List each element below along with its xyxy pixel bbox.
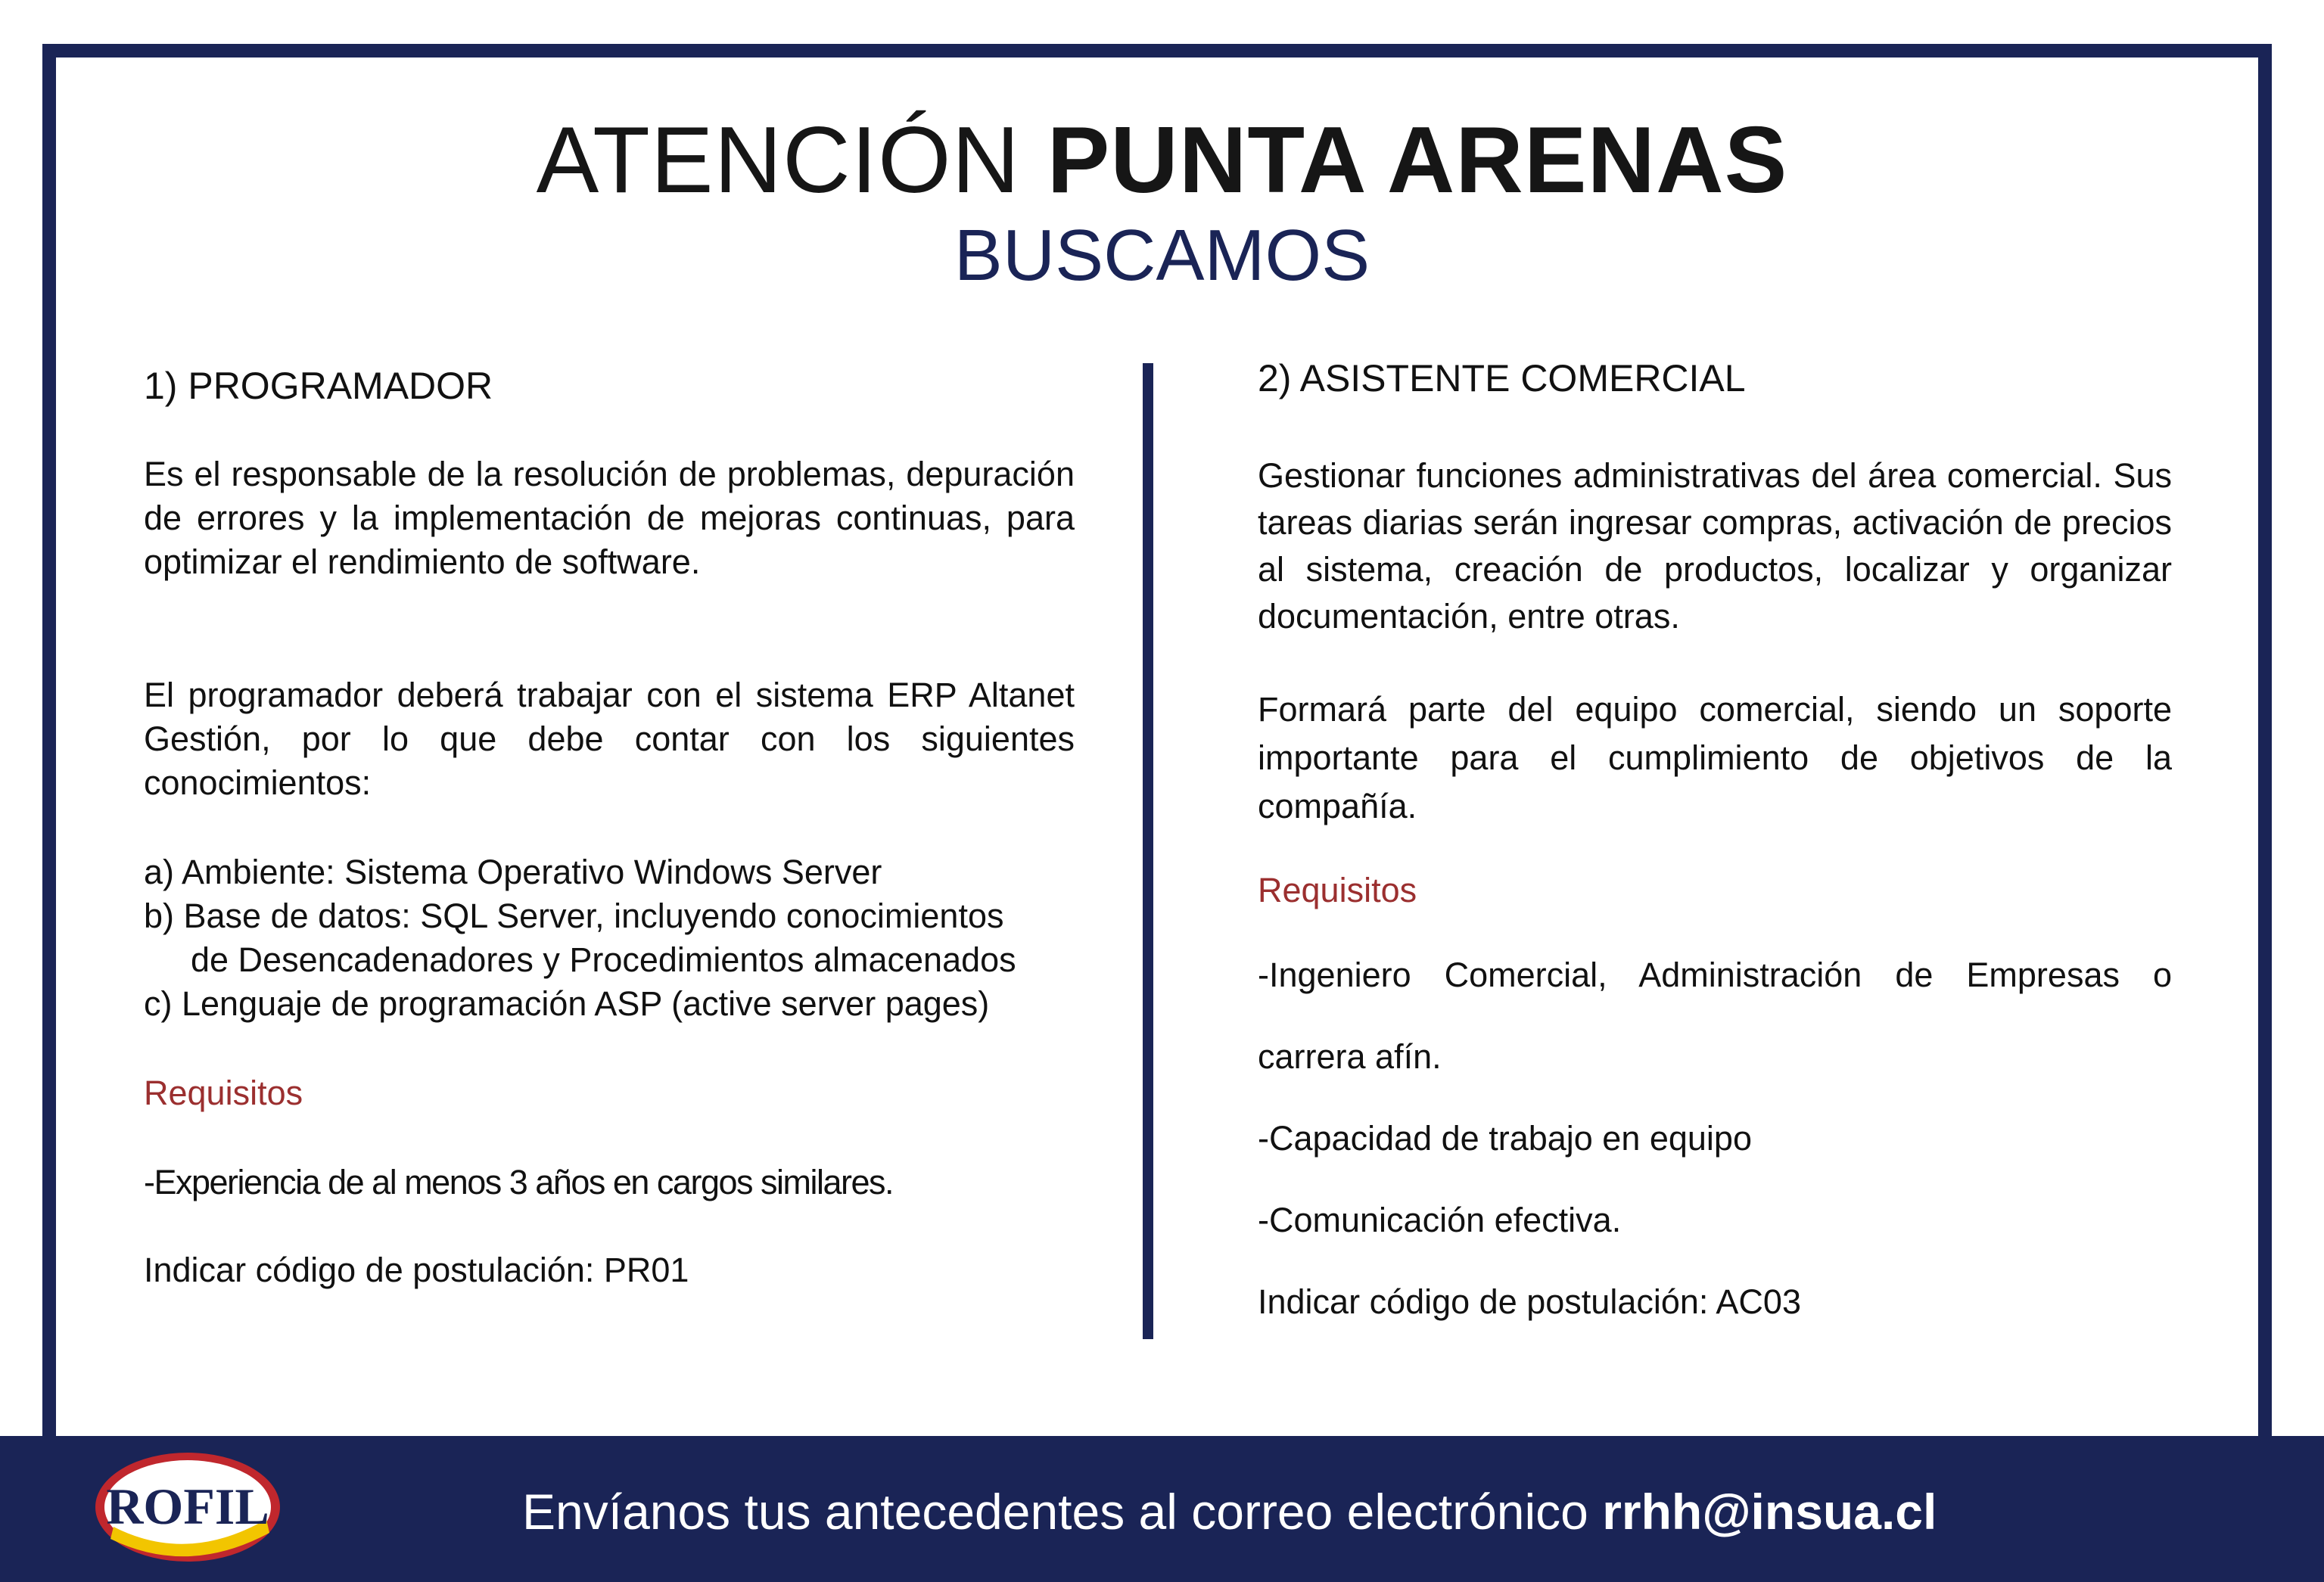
requirements-label-right: Requisitos: [1258, 871, 1417, 909]
job-heading-commercial: 2) ASISTENTE COMERCIAL: [1258, 357, 1746, 399]
requirements-label-left: Requisitos: [144, 1074, 303, 1112]
page-title: [0, 108, 2324, 213]
footer-message: [522, 1484, 1937, 1540]
page-subtitle: BUSCAMOS: [954, 215, 1370, 296]
programmer-system-text: El programador deberá trabajar con el sistema ERP Altanet Gestión, por lo que debe contar con los siguientes conocimientos:: [144, 676, 1075, 802]
requirement-item-1-cont: carrera afín.: [1258, 1037, 1442, 1076]
application-code-left: Indicar código de postulación: PR01: [144, 1251, 689, 1289]
rofil-logo: [91, 1444, 288, 1571]
requirement-item-2: -Capacidad de trabajo en equipo: [1258, 1119, 1752, 1158]
knowledge-item-a: a) Ambiente: Sistema Operativo Windows Server: [144, 853, 882, 891]
programmer-description: Es el responsable de la resolución de problemas, depuración de errores y la implementación de mejoras continuas, para optimizar el rendimiento de software.: [144, 455, 1075, 581]
column-divider: [1143, 363, 1153, 1339]
knowledge-item-b-cont: de Desencadenadores y Procedimientos almacenados: [191, 940, 1016, 979]
application-code-right: Indicar código de postulación: AC03: [1258, 1282, 1801, 1321]
logo-text: ROFIL: [106, 1478, 269, 1535]
knowledge-item-b: b) Base de datos: SQL Server, incluyendo conocimientos: [144, 897, 1004, 935]
commercial-team-text: Formará parte del equipo comercial, siendo un soporte importante para el cumplimiento de objetivos de la compañía.: [1258, 690, 2172, 825]
commercial-description: Gestionar funciones administrativas del área comercial. Sus tareas diarias serán ingresar compras, activación de precios al sistema, creación de productos, localizar y organizar documentación, entre otras.: [1258, 456, 2172, 636]
footer-text: Envíanos tus antecedentes al correo electrónico: [522, 1484, 1588, 1540]
requirement-item-1: -Ingeniero Comercial, Administración de Empresas o: [1258, 956, 2172, 994]
knowledge-item-c: c) Lenguaje de programación ASP (active server pages): [144, 984, 990, 1023]
requirement-item: -Experiencia de al menos 3 años en cargos similares.: [144, 1163, 894, 1201]
title-light: ATENCIÓN: [536, 108, 1021, 213]
right-column: [1258, 356, 2172, 1339]
left-column: [144, 363, 1075, 1309]
title-bold: PUNTA ARENAS: [1047, 108, 1788, 213]
requirement-item-3: -Comunicación efectiva.: [1258, 1201, 1622, 1239]
job-heading-programmer: 1) PROGRAMADOR: [144, 365, 493, 407]
contact-email[interactable]: rrhh@insua.cl: [1602, 1484, 1937, 1540]
